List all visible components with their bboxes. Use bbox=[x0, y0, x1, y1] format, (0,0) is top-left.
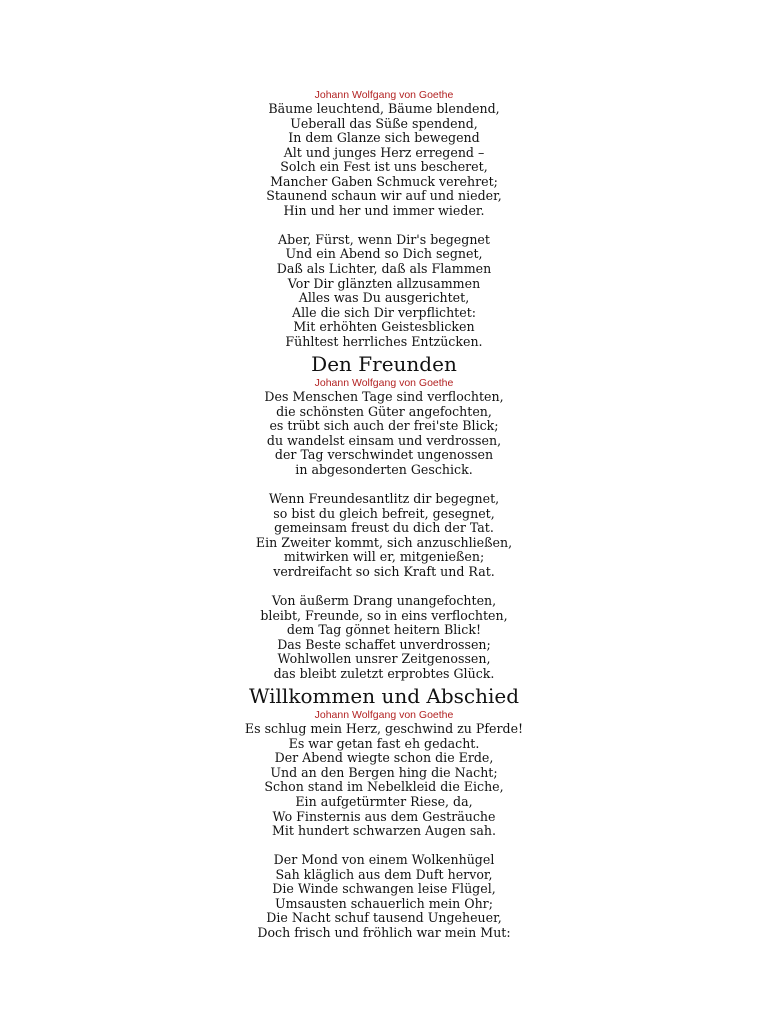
poem bbox=[0, 88, 768, 349]
stanza-gap bbox=[0, 579, 768, 594]
stanza-gap bbox=[0, 839, 768, 854]
poem bbox=[0, 353, 768, 681]
verse-line: das bleibt zuletzt erprobtes Glück. bbox=[273, 665, 495, 681]
verse-line: in abgesonderten Geschick. bbox=[295, 462, 473, 478]
verse-line: bleibt, Freunde, so in eins verflochten, bbox=[260, 607, 508, 623]
verse-line: Und an den Bergen hing die Nacht; bbox=[270, 764, 498, 780]
verse-line: Vor Dir glänzten allzusammen bbox=[287, 275, 481, 291]
verse-line: dem Tag gönnet heitern Blick! bbox=[286, 622, 482, 638]
poem-author: Johann Wolfgang von Goethe bbox=[314, 709, 454, 722]
poem-author: Johann Wolfgang von Goethe bbox=[314, 89, 454, 101]
verse-line: Daß als Lichter, daß als Flammen bbox=[276, 261, 492, 277]
document-page bbox=[0, 88, 768, 940]
verse-line: Ein aufgetürmter Riese, da, bbox=[295, 793, 473, 809]
verse-line: Es schlug mein Herz, geschwind zu Pferde! bbox=[244, 721, 524, 737]
verse-line: In dem Glanze sich bewegend bbox=[288, 130, 480, 146]
poem-title: Den Freunden bbox=[311, 352, 457, 377]
verse-line: Das Beste schaffet unverdrossen; bbox=[277, 636, 491, 652]
verse-line: Ein Zweiter kommt, sich anzuschließen, bbox=[255, 534, 513, 550]
verse-line: der Tag verschwindet ungenossen bbox=[274, 447, 494, 463]
stanza bbox=[0, 722, 768, 838]
verse-line: Alles was Du ausgerichtet, bbox=[298, 290, 470, 306]
verse-line: Der Abend wiegte schon die Erde, bbox=[274, 750, 494, 766]
verse-line: Von äußerm Drang unangefochten, bbox=[271, 592, 497, 608]
verse-line: Schon stand im Nebelkleid die Eiche, bbox=[264, 779, 504, 795]
verse-line: Der Mond von einem Wolkenhügel bbox=[273, 852, 495, 868]
poem-author: Johann Wolfgang von Goethe bbox=[314, 377, 454, 390]
verse-line: gemeinsam freust du dich der Tat. bbox=[274, 520, 494, 536]
verse-line: Alle die sich Dir verpflichtet: bbox=[291, 304, 477, 320]
verse-line: Staunend schaun wir auf und nieder, bbox=[266, 188, 502, 204]
verse-line: Fühltest herrliches Entzücken. bbox=[285, 333, 483, 349]
poem-title: Willkommen und Abschied bbox=[248, 684, 520, 709]
stanza bbox=[0, 492, 768, 579]
verse-line: Die Nacht schuf tausend Ungeheuer, bbox=[266, 910, 502, 926]
verse-line: Sah kläglich aus dem Duft hervor, bbox=[275, 866, 493, 882]
verse-line: Alt und junges Herz erregend – bbox=[283, 144, 485, 160]
stanza bbox=[0, 102, 768, 218]
verse-line: Die Winde schwangen leise Flügel, bbox=[272, 881, 496, 897]
stanza-gap bbox=[0, 218, 768, 233]
verse-line: Wenn Freundesantlitz dir begegnet, bbox=[268, 491, 500, 507]
verse-line: Mancher Gaben Schmuck verehret; bbox=[270, 173, 498, 189]
verse-line: es trübt sich auch der frei'ste Blick; bbox=[269, 418, 499, 434]
verse-line: so bist du gleich befreit, gesegnet, bbox=[273, 505, 495, 521]
verse-line: verdreifacht so sich Kraft und Rat. bbox=[273, 563, 495, 579]
stanza bbox=[0, 594, 768, 681]
stanza-gap bbox=[0, 478, 768, 493]
verse-line: die schönsten Güter angefochten, bbox=[276, 403, 492, 419]
verse-line: Aber, Fürst, wenn Dir's begegnet bbox=[278, 231, 490, 247]
verse-line: du wandelst einsam und verdrossen, bbox=[266, 432, 502, 448]
stanza bbox=[0, 390, 768, 477]
verse-line: Doch frisch und fröhlich war mein Mut: bbox=[257, 924, 511, 940]
verse-line: Ueberall das Süße spendend, bbox=[290, 115, 478, 131]
verse-line: Mit erhöhten Geistesblicken bbox=[293, 319, 475, 335]
verse-line: Mit hundert schwarzen Augen sah. bbox=[272, 823, 496, 839]
verse-line: Hin und her und immer wieder. bbox=[283, 202, 485, 218]
verse-line: Und ein Abend so Dich segnet, bbox=[285, 246, 483, 262]
verse-line: Des Menschen Tage sind verflochten, bbox=[264, 389, 504, 405]
stanza bbox=[0, 233, 768, 349]
verse-line: Bäume leuchtend, Bäume blendend, bbox=[268, 101, 500, 116]
verse-line: Umsausten schauerlich mein Ohr; bbox=[275, 895, 493, 911]
verse-line: Es war getan fast eh gedacht. bbox=[288, 735, 480, 751]
verse-line: Solch ein Fest ist uns bescheret, bbox=[280, 159, 488, 175]
poem bbox=[0, 685, 768, 940]
stanza bbox=[0, 853, 768, 940]
verse-line: Wohlwollen unsrer Zeitgenossen, bbox=[277, 651, 491, 667]
verse-line: mitwirken will er, mitgenießen; bbox=[283, 549, 485, 565]
verse-line: Wo Finsternis aus dem Gesträuche bbox=[272, 808, 496, 824]
